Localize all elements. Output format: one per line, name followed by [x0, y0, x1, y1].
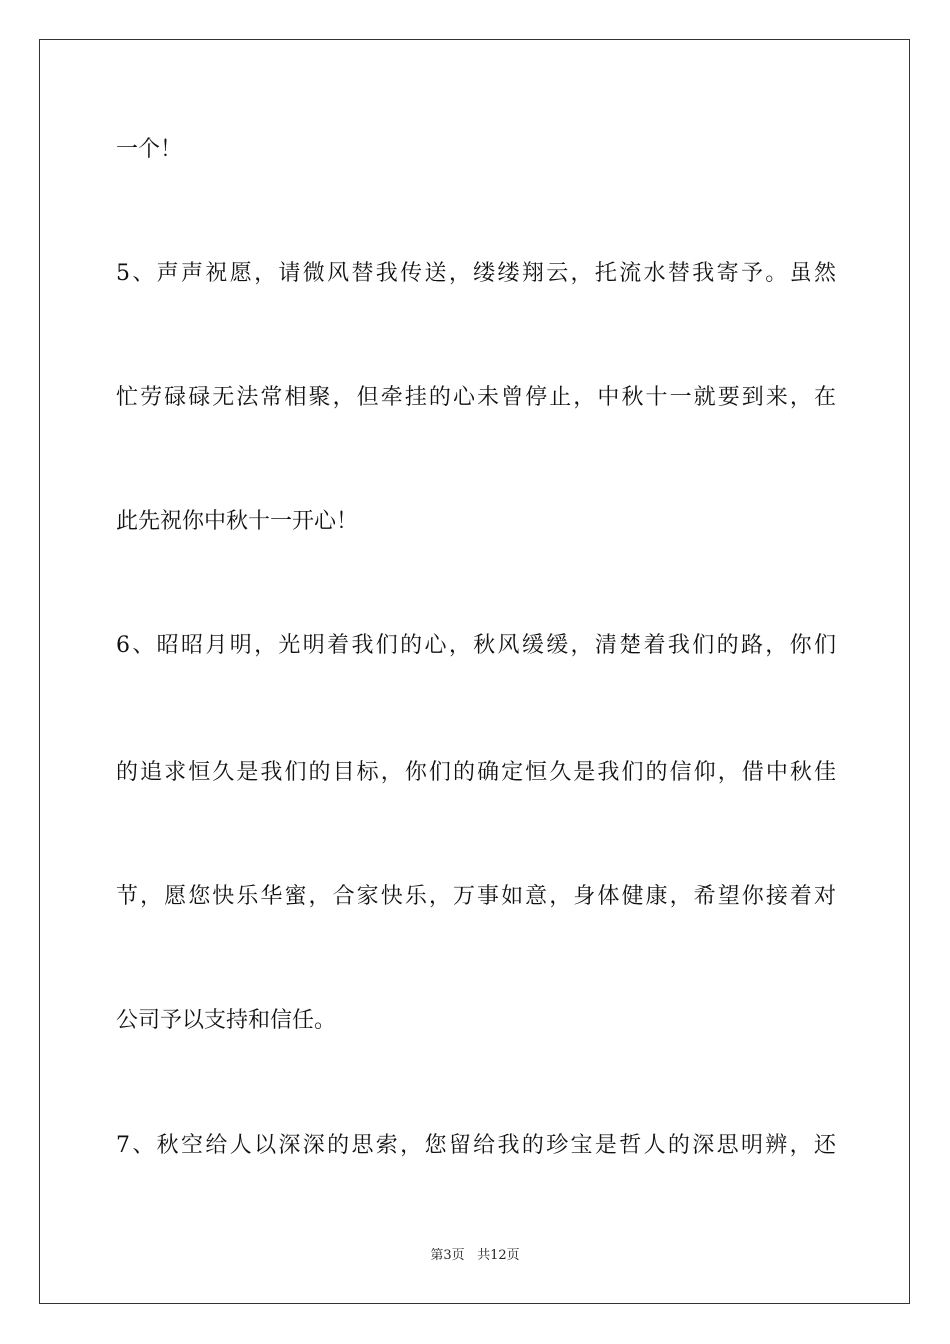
text-line: 节，愿您快乐华蜜，合家快乐，万事如意，身体健康，希望你接着对: [116, 884, 836, 909]
text-line: 公司予以支持和信任。: [116, 1008, 337, 1033]
text-line: 一个！: [116, 137, 183, 162]
text-line: 忙劳碌碌无法常相聚，但牵挂的心未曾停止，中秋十一就要到来，在: [116, 385, 836, 410]
text-line: 此先祝你中秋十一开心！: [116, 509, 359, 534]
page-frame: [39, 39, 910, 1304]
total-pages: 共12页: [477, 1248, 520, 1263]
text-line: 6、昭昭月明，光明着我们的心，秋风缓缓，清楚着我们的路，你们: [116, 633, 836, 658]
page-number: 第3页: [430, 1248, 465, 1263]
text-line: 7、秋空给人以深深的思索，您留给我的珍宝是哲人的深思明辨，还: [116, 1133, 836, 1158]
text-line: 的追求恒久是我们的目标，你们的确定恒久是我们的信仰，借中秋佳: [116, 760, 836, 785]
text-line: 5、声声祝愿，请微风替我传送，缕缕翔云，托流水替我寄予。虽然: [116, 261, 836, 286]
page-footer: [0, 1246, 950, 1266]
